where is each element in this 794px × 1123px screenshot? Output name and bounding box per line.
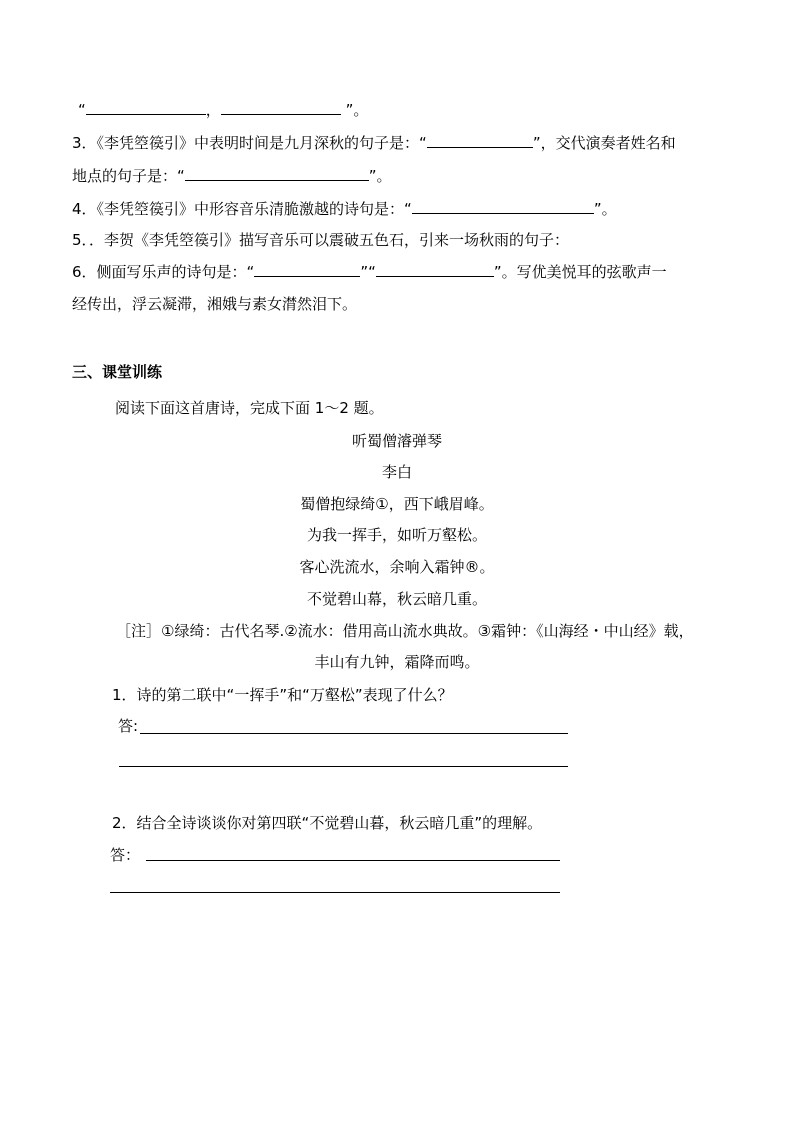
poem-line-4: 不觉碧山幕，秋云暗几重。 <box>306 590 487 608</box>
answer-blank[interactable] <box>86 100 206 115</box>
question-6-text-2: 经传出，浮云凝滞，湘娥与素女潸然泪下。 <box>72 295 358 313</box>
poem-note-cont: 丰山有九钟，霜降而鸣。 <box>314 653 480 671</box>
open-quote: “ <box>78 101 86 119</box>
section-intro: 阅读下面这首唐诗，完成下面 1～2 题。 <box>115 399 384 417</box>
question-6-mid: ”“ <box>360 263 376 281</box>
answer-line[interactable] <box>110 892 560 893</box>
comma: ， <box>205 101 221 119</box>
poem-note: ［注］①绿绮：古代名琴.②流水：借用高山流水典故。③霜钟：《山海经・中山经》载， <box>116 622 694 640</box>
question-3-text: 3．《李凭箜篌引》中表明时间是九月深秋的句子是：“ <box>72 134 427 152</box>
question-5-line <box>72 230 569 250</box>
question-3-line-1 <box>72 133 676 153</box>
answer-line[interactable] <box>119 766 568 767</box>
poem-line-1: 蜀僧抱绿绮①，西下峨眉峰。 <box>300 495 494 513</box>
question-3-text-2: 地点的句子是：“ <box>72 167 185 185</box>
answer-blank[interactable] <box>221 100 341 115</box>
question-3-text-cont: ”，交代演奏者姓名和 <box>532 134 676 152</box>
answer-blank[interactable] <box>185 166 369 181</box>
question-3-line-2 <box>72 166 392 186</box>
answer-label-1: 答: <box>118 717 139 735</box>
answer-label-2: 答： <box>110 846 141 864</box>
close-quote: ”。 <box>340 101 369 119</box>
question-6-text-cont: ”。写优美悦耳的弦歌声一 <box>493 263 667 281</box>
section-heading: 三、课堂训练 <box>72 363 163 381</box>
poem-title: 听蜀僧濬弹琴 <box>351 432 442 450</box>
answer-line[interactable] <box>146 860 560 861</box>
question-6-text: 6．侧面写乐声的诗句是：“ <box>72 263 255 281</box>
poem-line-3: 客心洗流水，余响入霜钟®。 <box>299 558 495 576</box>
exercise-question-1: 1．诗的第二联中“一挥手”和“万壑松”表现了什么？ <box>112 686 453 704</box>
question-5-text: 5．．李贺《李凭箜篌引》描写音乐可以震破五色石，引来一场秋雨的句子： <box>72 231 570 249</box>
question-4-line <box>72 199 617 219</box>
question-6-line-2 <box>72 294 357 314</box>
answer-blank[interactable] <box>427 133 533 148</box>
answer-blank[interactable] <box>376 262 494 277</box>
question-4-end: ”。 <box>593 200 617 218</box>
question-4-text: 4．《李凭箜篌引》中形容音乐清脆激越的诗句是：“ <box>72 200 412 218</box>
poem-line-2: 为我一挥手，如听万壑松。 <box>306 526 487 544</box>
poem-author: 李白 <box>381 463 412 481</box>
question-6-line-1 <box>72 262 667 282</box>
question-3-end: ”。 <box>368 167 392 185</box>
answer-blank[interactable] <box>412 199 594 214</box>
answer-line[interactable] <box>140 733 568 734</box>
fill-in-line-0 <box>78 100 368 120</box>
exercise-question-2: 2．结合全诗谈谈你对第四联“不觉碧山暮，秋云暗几重”的理解。 <box>112 814 543 832</box>
answer-blank[interactable] <box>254 262 360 277</box>
